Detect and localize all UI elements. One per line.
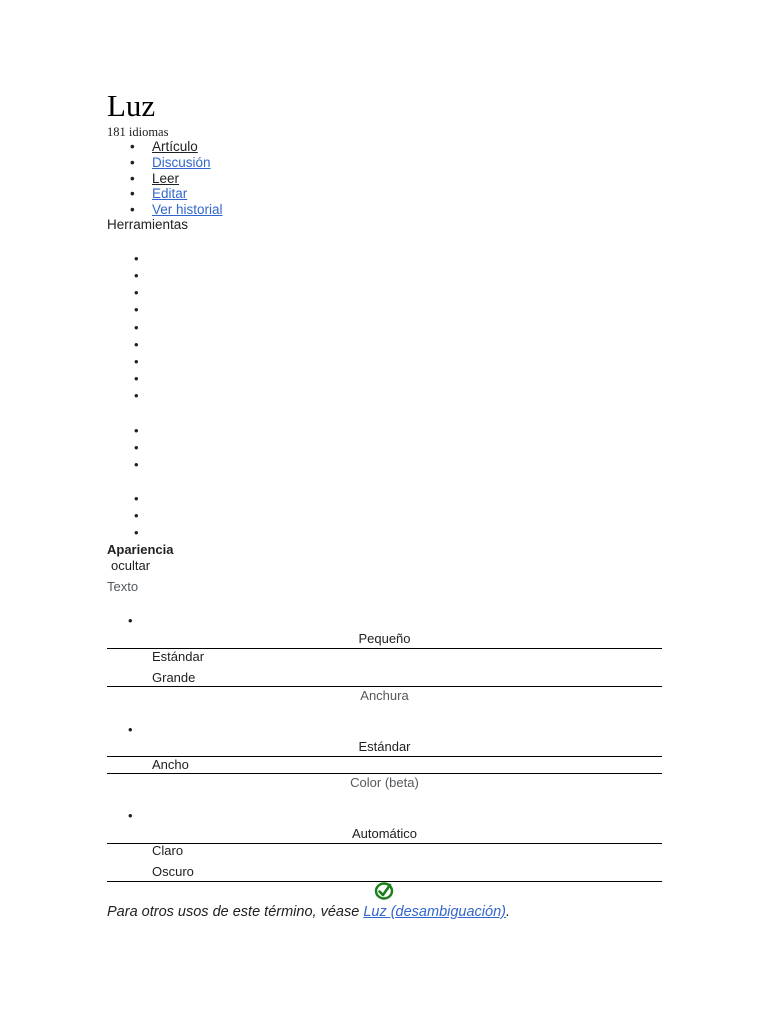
bullet: • <box>128 808 133 823</box>
text-size-option-large[interactable]: Grande <box>152 670 196 685</box>
appearance-heading: Apariencia <box>107 542 174 557</box>
appearance-hide-button[interactable]: ocultar <box>111 558 151 573</box>
tools-list-item[interactable] <box>134 491 156 507</box>
bullet: • <box>134 525 139 540</box>
bullet: • <box>134 302 139 317</box>
color-label: Color (beta) <box>350 775 419 790</box>
bullet: • <box>134 423 139 438</box>
bullet: • <box>130 202 135 217</box>
tools-list-item[interactable] <box>134 285 156 301</box>
disambiguation-check-icon <box>374 882 394 900</box>
bullet: • <box>134 388 139 403</box>
tools-list-item[interactable] <box>134 268 156 284</box>
bullet: • <box>134 457 139 472</box>
divider <box>107 843 662 844</box>
bullet: • <box>134 337 139 352</box>
divider <box>107 756 662 757</box>
width-option-wide[interactable]: Ancho <box>152 757 189 772</box>
tools-menu-button[interactable]: Herramientas <box>107 217 189 232</box>
text-size-label: Texto <box>107 579 139 594</box>
tools-list-item[interactable] <box>134 320 156 336</box>
bullet: • <box>134 268 139 283</box>
bullet: • <box>134 354 139 369</box>
tab-history-label[interactable]: Ver historial <box>152 202 223 217</box>
tools-list-item[interactable] <box>134 337 156 353</box>
tab-read[interactable] <box>130 171 179 187</box>
tab-read-label[interactable]: Leer <box>152 171 180 186</box>
color-option-light[interactable]: Claro <box>152 843 184 858</box>
tab-edit[interactable] <box>130 186 187 202</box>
bullet: • <box>130 171 135 186</box>
language-count-button[interactable]: 181 idiomas <box>107 125 169 139</box>
tools-list-item[interactable] <box>134 423 156 439</box>
divider <box>107 686 662 687</box>
text-size-option-standard[interactable]: Estándar <box>152 649 205 664</box>
tab-article[interactable] <box>130 139 198 155</box>
disambiguation-link[interactable]: Luz (desambiguación) <box>363 904 506 920</box>
bullet: • <box>130 155 135 170</box>
tab-edit-label[interactable]: Editar <box>152 186 188 201</box>
tools-list-item[interactable] <box>134 388 156 404</box>
bullet: • <box>134 320 139 335</box>
tab-discussion-label[interactable]: Discusión <box>152 155 211 170</box>
tools-list-item[interactable] <box>134 302 156 318</box>
page-title: Luz <box>107 88 156 123</box>
bullet: • <box>134 508 139 523</box>
tab-article-label[interactable]: Artículo <box>152 139 198 154</box>
tools-list-item[interactable] <box>134 440 156 456</box>
tab-history[interactable] <box>130 202 223 218</box>
bullet: • <box>134 371 139 386</box>
bullet: • <box>128 613 133 628</box>
bullet: • <box>134 491 139 506</box>
tools-list-item[interactable] <box>134 371 156 387</box>
bullet: • <box>130 139 135 154</box>
text-size-option-small[interactable]: Pequeño <box>358 631 411 646</box>
width-label: Anchura <box>360 688 409 703</box>
bullet: • <box>130 186 135 201</box>
width-option-standard[interactable]: Estándar <box>358 739 411 754</box>
tools-list-item[interactable] <box>134 354 156 370</box>
tools-list-item[interactable] <box>134 525 156 541</box>
tab-discussion[interactable] <box>130 155 211 171</box>
tools-list-item[interactable] <box>134 508 156 524</box>
hatnote <box>107 903 510 921</box>
bullet: • <box>128 722 133 737</box>
bullet: • <box>134 251 139 266</box>
color-option-automatic[interactable]: Automático <box>351 826 418 841</box>
divider <box>107 773 662 774</box>
hatnote-text: Para otros usos de este término, véase <box>107 904 364 920</box>
bullet: • <box>134 285 139 300</box>
bullet: • <box>134 440 139 455</box>
hatnote-end: . <box>505 904 511 920</box>
tools-list-item[interactable] <box>134 251 156 267</box>
tools-list-item[interactable] <box>134 457 156 473</box>
color-option-dark[interactable]: Oscuro <box>152 864 194 879</box>
